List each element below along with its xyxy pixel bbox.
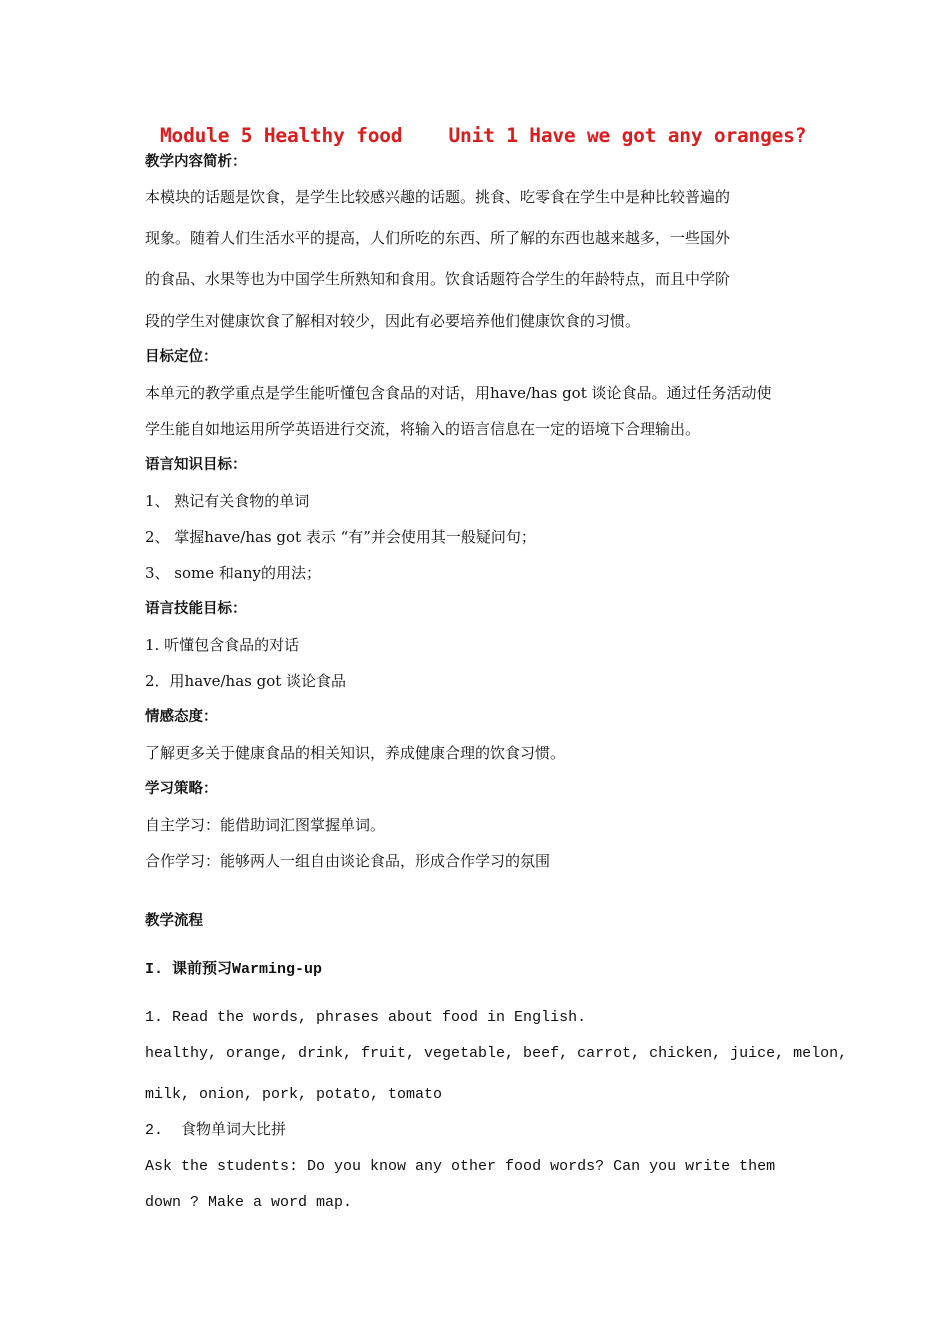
goal-line: 学生能自如地运用所学英语进行交流，将输入的语言信息在一定的语境下合理输出。 xyxy=(145,420,701,438)
content-analysis-line: 本模块的话题是饮食，是学生比较感兴趣的话题。挑食、吃零食在学生中是种比较普遍的 xyxy=(145,188,731,206)
knowledge-item: 2、 掌握have/has got 表示 “有”并会使用其一般疑问句； xyxy=(145,528,536,546)
content-analysis-heading: 教学内容简析： xyxy=(145,154,247,170)
skill-item: 1. 听懂包含食品的对话 xyxy=(145,636,300,654)
warming-up-item-2: 2. 食物单词大比拼 xyxy=(145,1122,287,1139)
knowledge-item: 1、 熟记有关食物的单词 xyxy=(145,492,310,510)
warming-up-item-1: 1. Read the words, phrases about food in English. xyxy=(145,1009,587,1026)
knowledge-heading: 语言知识目标： xyxy=(145,457,247,473)
goal-line: 本单元的教学重点是学生能听懂包含食品的对话，用have/has got 谈论食品。通过任务活动使 xyxy=(145,384,772,402)
process-heading: 教学流程 xyxy=(145,913,203,929)
skill-heading: 语言技能目标： xyxy=(145,601,247,617)
skill-item: 2．用have/has got 谈论食品 xyxy=(145,672,347,690)
content-analysis-line: 的食品、水果等也为中国学生所熟知和食用。饮食话题符合学生的年龄特点，而且中学阶 xyxy=(145,270,731,288)
ask-students-line: down ? Make a word map. xyxy=(145,1194,353,1211)
attitude-heading: 情感态度： xyxy=(145,709,218,725)
document-title: Module 5 Healthy food Unit 1 Have we got any oranges? xyxy=(160,124,807,147)
content-analysis-line: 段的学生对健康饮食了解相对较少，因此有必要培养他们健康饮食的习惯。 xyxy=(145,312,641,330)
strategy-heading: 学习策略： xyxy=(145,781,218,797)
warming-up-heading: I. 课前预习Warming-up xyxy=(145,961,323,978)
knowledge-item: 3、 some 和any的用法； xyxy=(145,564,321,582)
strategy-line: 自主学习：能借助词汇图掌握单词。 xyxy=(145,816,386,834)
content-analysis-line: 现象。随着人们生活水平的提高，人们所吃的东西、所了解的东西也越来越多，一些国外 xyxy=(145,229,731,247)
food-words-line: healthy, orange, drink, fruit, vegetable, beef, carrot, chicken, juice, melon, xyxy=(145,1045,848,1062)
food-words-line: milk, onion, pork, potato, tomato xyxy=(145,1086,443,1103)
attitude-line: 了解更多关于健康食品的相关知识，养成健康合理的饮食习惯。 xyxy=(145,744,566,762)
ask-students-line: Ask the students: Do you know any other food words? Can you write them xyxy=(145,1158,776,1175)
strategy-line: 合作学习：能够两人一组自由谈论食品，形成合作学习的氛围 xyxy=(145,852,551,870)
goal-heading: 目标定位： xyxy=(145,349,218,365)
